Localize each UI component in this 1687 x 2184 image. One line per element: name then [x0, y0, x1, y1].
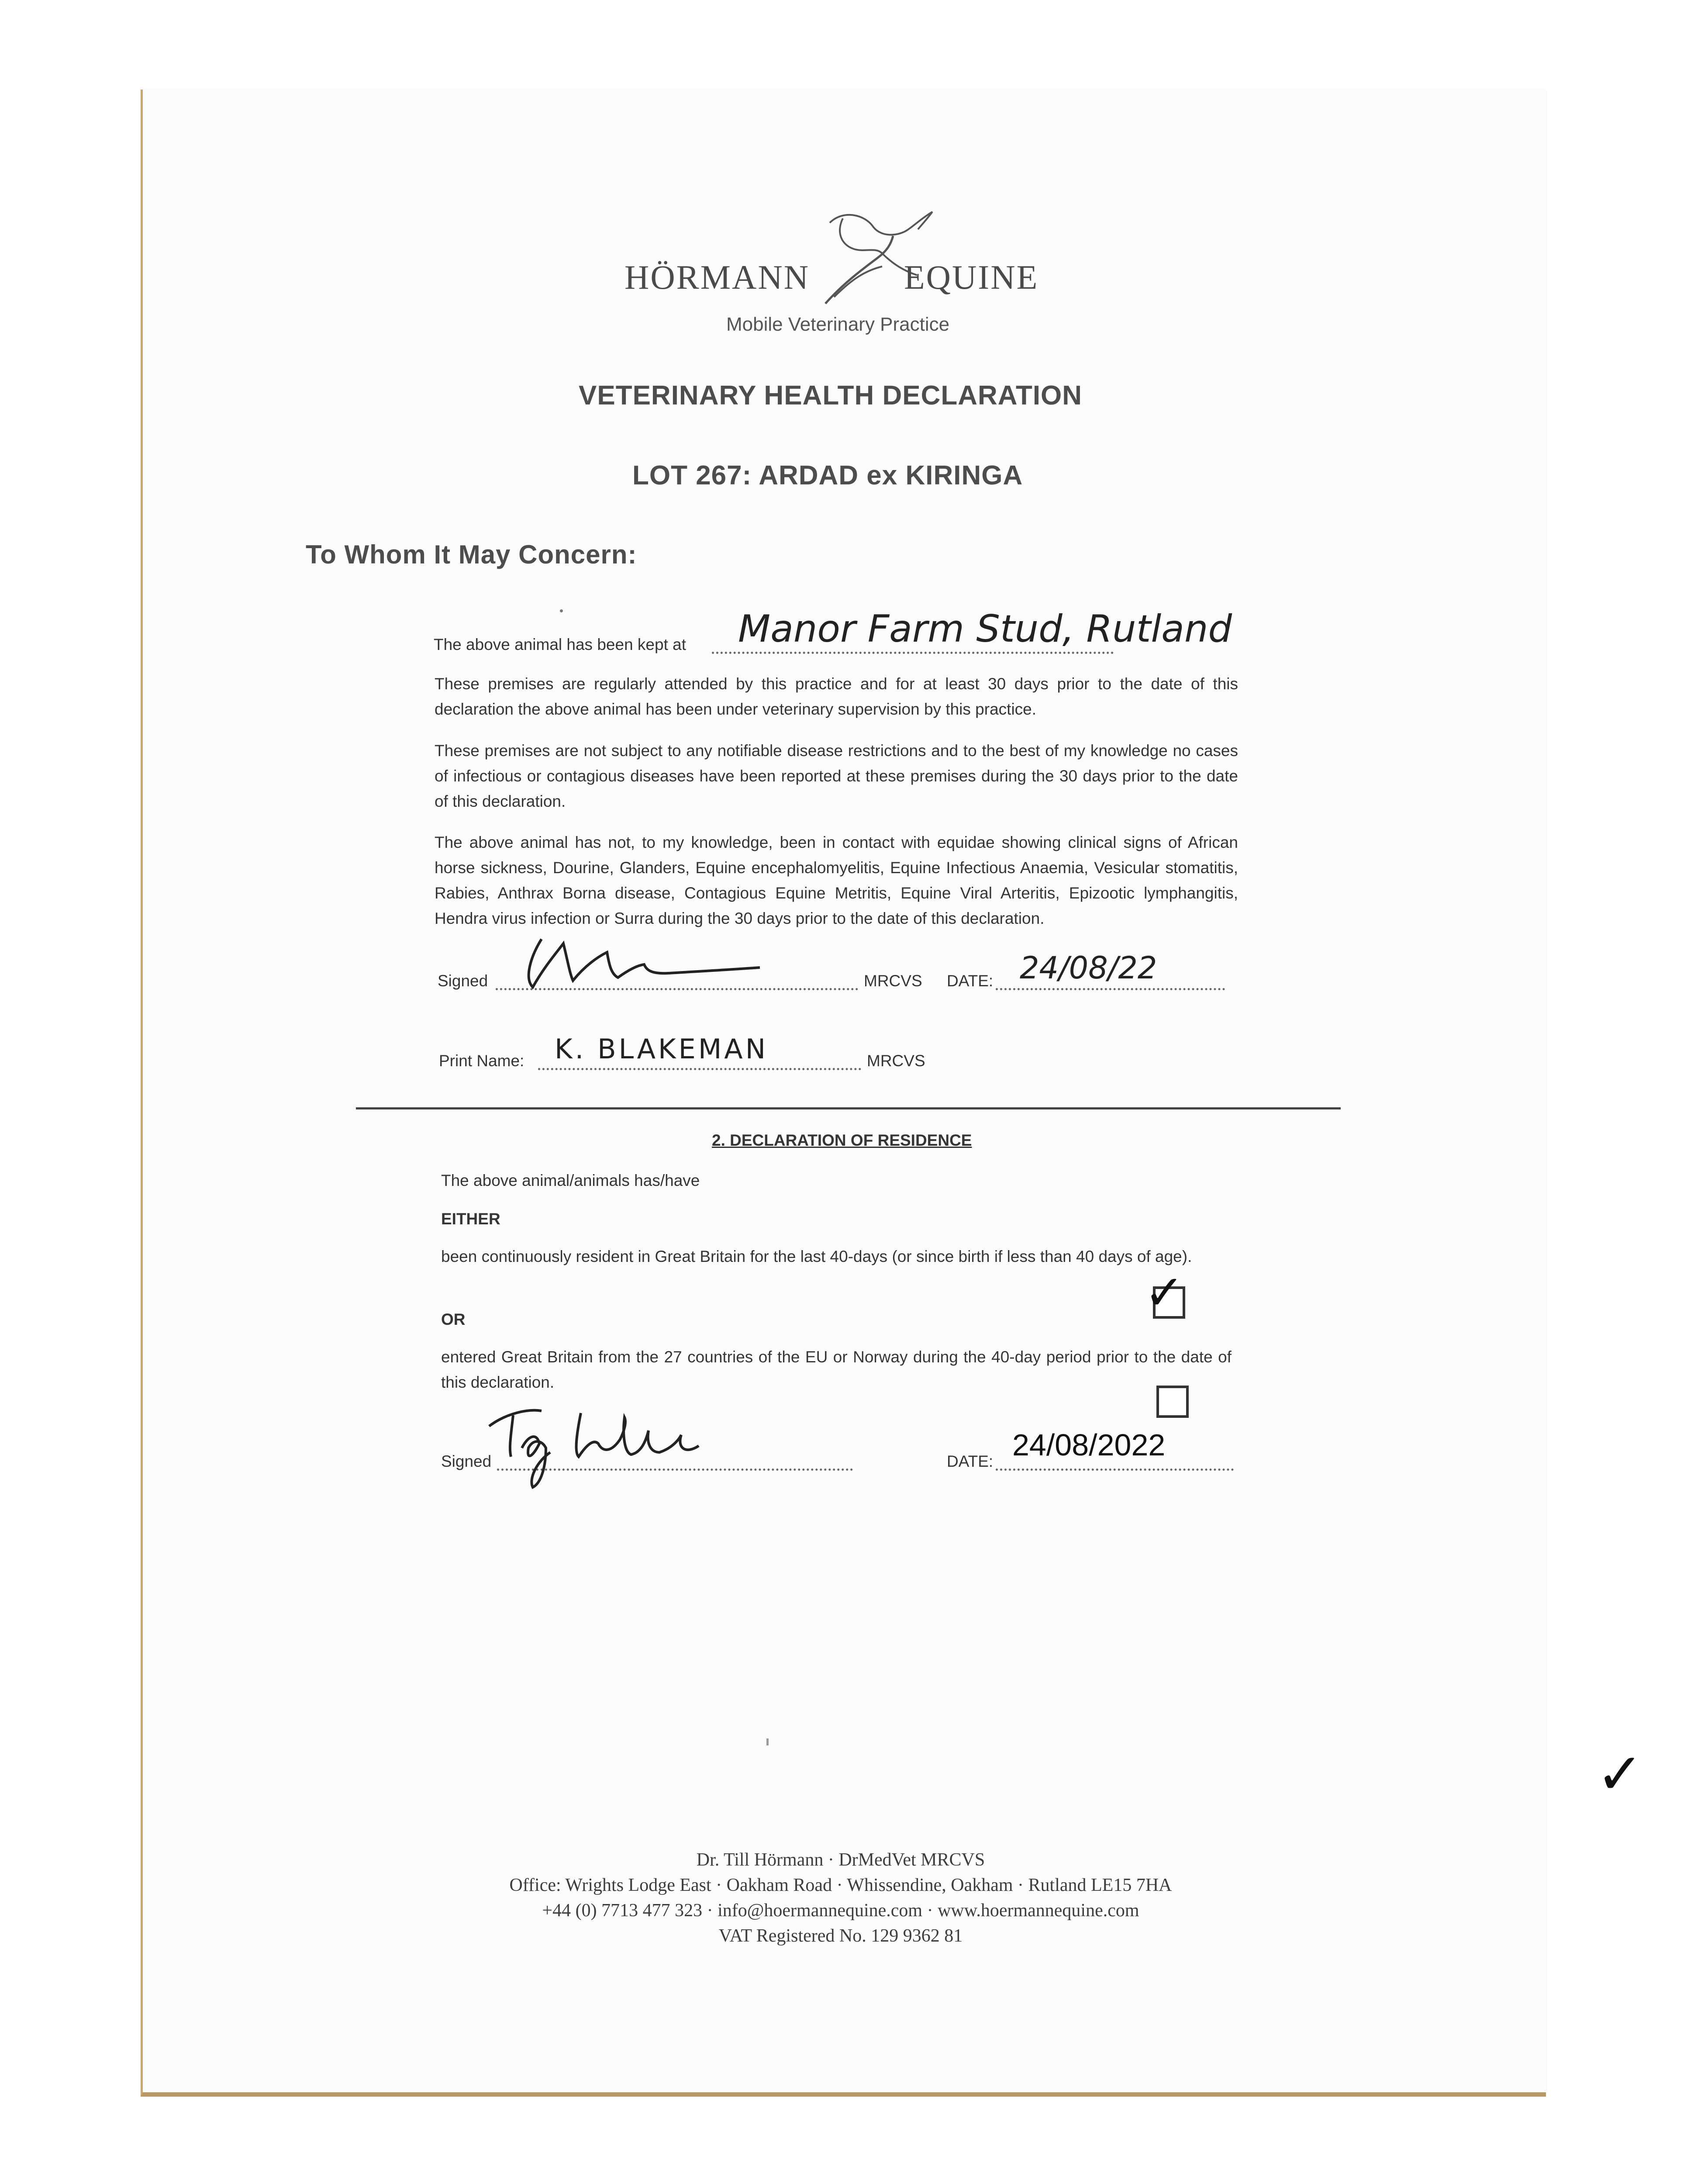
kept-at-label: The above animal has been kept at: [434, 636, 686, 653]
supervision-paragraph: These premises are regularly attended by this practice and for at least 30 days prior to the date of this declaration the above animal has been under veterinary supervision by this practice.: [435, 675, 1238, 718]
option-entered-checkbox[interactable]: [1156, 1386, 1189, 1418]
residence-date-line: [996, 1469, 1234, 1471]
option-resident-checkmark: ✓: [1144, 1265, 1185, 1320]
vet-date-line: [996, 988, 1225, 990]
option-resident-text: been continuously resident in Great Britain for the last 40-days (or since birth if less than 40 days of age).: [441, 1248, 1192, 1265]
footer-contact: +44 (0) 7713 477 323 · info@hoermannequine.com · www.hoermannequine.com: [542, 1901, 1139, 1921]
salutation: To Whom It May Concern:: [306, 540, 637, 569]
print-name-value: K. BLAKEMAN: [555, 1033, 769, 1065]
residence-intro: The above animal/animals has/have: [441, 1171, 700, 1189]
vet-signature: [524, 926, 769, 992]
print-name-line: [538, 1068, 861, 1070]
print-name-label: Print Name:: [439, 1052, 524, 1070]
vet-mrcvs-label: MRCVS: [864, 972, 922, 990]
footer-vet-name: Dr. Till Hörmann · DrMedVet MRCVS: [696, 1850, 985, 1870]
or-label: OR: [441, 1310, 466, 1328]
residence-date-label: DATE:: [947, 1452, 994, 1470]
option-entered-text: entered Great Britain from the 27 countries of the EU or Norway during the 40-day period prior to the date of this declaration.: [441, 1348, 1232, 1391]
residence-signature: [480, 1391, 707, 1492]
contact-paragraph: The above animal has not, to my knowledge, been in contact with equidae showing clinical signs of African horse sickness, Dourine, Glanders, Equine encephalomyelitis, Equine Infectious Anaemia, Vesicular stomatitis, Rabies, Anthrax Borna disease, Contagious Equine Metritis, Equine Viral Arteritis, Epizootic lymphangitis, Hendra virus infection or Surra during the 30 days prior to the date of this declaration.: [435, 833, 1238, 927]
print-name-mrcvs-label: MRCVS: [867, 1052, 925, 1070]
vet-date-value: 24/08/22: [1020, 950, 1157, 986]
either-label: EITHER: [441, 1210, 500, 1228]
disease-restrictions-paragraph: These premises are not subject to any notifiable disease restrictions and to the best of my knowledge no cases of infectious or contagious diseases have been reported at these premises during the 30 days prior to the date of this declaration.: [435, 742, 1238, 810]
kept-at-line: [712, 652, 1114, 654]
lot-heading: LOT 267: ARDAD ex KIRINGA: [632, 460, 1023, 491]
residence-signed-label: Signed: [441, 1452, 492, 1470]
ink-speck: [766, 1738, 769, 1745]
ink-speck: [560, 609, 563, 612]
residence-date-value: 24/08/2022: [1012, 1428, 1166, 1462]
residence-section-title: 2. DECLARATION OF RESIDENCE: [712, 1131, 972, 1149]
kept-at-value: Manor Farm Stud, Rutland: [738, 607, 1232, 651]
vet-signed-label: Signed: [438, 972, 488, 990]
logo-name-left: HÖRMANN: [624, 258, 810, 296]
document-title: VETERINARY HEALTH DECLARATION: [579, 380, 1083, 411]
logo-name-right: EQUINE: [904, 258, 1039, 296]
footer-address: Office: Wrights Lodge East · Oakham Road · Whissendine, Oakham · Rutland LE15 7HA: [509, 1875, 1172, 1895]
margin-checkmark: ✓: [1596, 1741, 1644, 1807]
vet-date-label: DATE:: [947, 972, 994, 990]
section-divider: [356, 1107, 1341, 1109]
footer-vat: VAT Registered No. 129 9362 81: [718, 1926, 963, 1946]
logo-subtitle: Mobile Veterinary Practice: [726, 314, 950, 335]
